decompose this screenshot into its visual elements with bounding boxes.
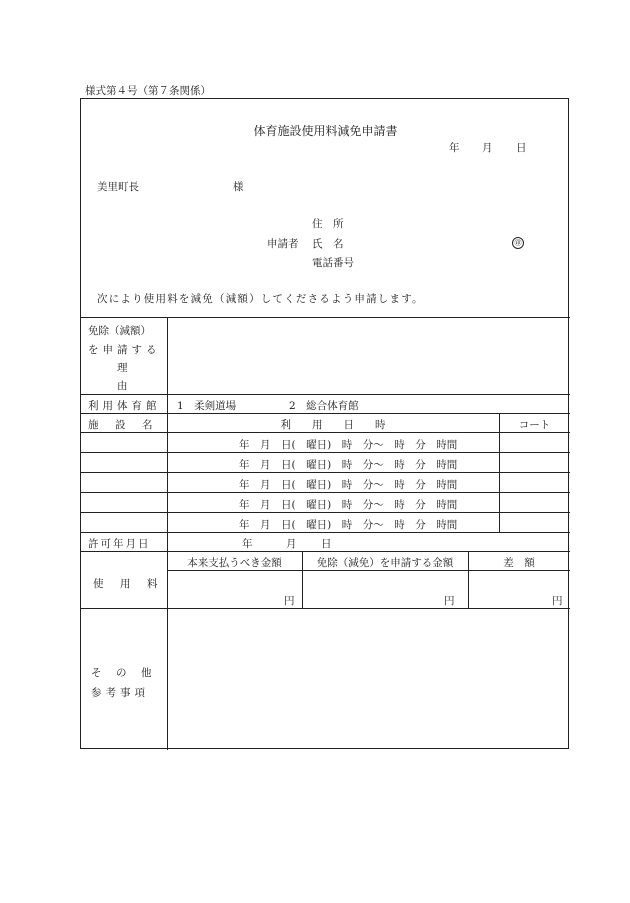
permit-year: 年 [242,538,253,550]
schedule-row-5: 年 月 日( 曜日) 時 分～ 時 分 時間 [239,519,458,531]
date-day: 日 [516,142,527,154]
rule-other-top [81,608,570,609]
permit-date-label: 許可年月日 [88,538,151,550]
addressee-name: 美里町長 [97,181,139,193]
seal-icon: ㊞ [512,237,524,249]
facility-name-header: 施 設 名 [88,419,156,431]
fee-difference-header: 差 額 [503,557,535,569]
usage-datetime-header: 利 用 日 時 [280,419,386,431]
applicant-phone-label: 電話番号 [312,257,354,269]
court-header: コート [518,419,551,431]
rule-schedule-header-top [81,413,570,414]
addressee-honorific: 様 [233,181,244,193]
rule-label-column [167,317,168,750]
seal-mark [512,236,524,249]
schedule-row-4: 年 月 日( 曜日) 時 分～ 時 分 時間 [239,499,458,511]
fee-requested-unit: 円 [444,595,455,607]
schedule-row-2: 年 月 日( 曜日) 時 分～ 時 分 時間 [239,459,458,471]
fee-requested-header: 免除（減免）を申請する金額 [316,557,454,569]
rule-row5-top [81,512,570,513]
fee-original-unit: 円 [284,595,295,607]
rule-row1-top [81,432,570,433]
date-month: 月 [482,142,493,154]
form-number-label: 様式第４号（第７条関係） [85,85,211,97]
applicant-name-label: 氏 名 [312,238,344,250]
applicant-address-label: 住 所 [312,218,344,230]
rule-facility-top [81,394,570,395]
form-title: 体育施設使用料減免申請書 [253,124,398,138]
rule-row3-top [81,472,570,473]
other-label-line1: そ の 他 [91,667,154,679]
date-year: 年 [449,142,460,154]
facility-option-1: 1 柔剣道場 [177,400,237,412]
rule-permit-top [81,532,570,533]
reason-label-line4: 由 [117,380,128,392]
reason-label-line1: 免除（減額） [88,325,151,337]
fee-difference-unit: 円 [552,595,563,607]
permit-day: 日 [321,538,332,550]
rule-row2-top [81,452,570,453]
application-form [80,98,569,749]
request-statement: 次により使用料を減免（減額）してくださるよう申請します。 [97,293,424,305]
reason-label-line3: 理 [117,362,128,374]
fee-original-header: 本来支払うべき金額 [187,557,282,569]
rule-reason-top [81,317,570,318]
fee-label: 使 用 料 [93,578,161,590]
rule-fee-header-bottom [167,570,570,571]
reason-label-line2: を申請する [88,344,161,356]
schedule-row-3: 年 月 日( 曜日) 時 分～ 時 分 時間 [239,479,458,491]
applicant-label: 申請者 [267,238,299,250]
other-label-line2: 参考事項 [91,687,149,699]
schedule-row-1: 年 月 日( 曜日) 時 分～ 時 分 時間 [239,439,458,451]
rule-row4-top [81,492,570,493]
permit-month: 月 [286,538,297,550]
rule-fee-top [81,551,570,552]
facility-label: 利用体育館 [88,400,161,412]
facility-option-2: 2 総合体育館 [289,400,359,412]
